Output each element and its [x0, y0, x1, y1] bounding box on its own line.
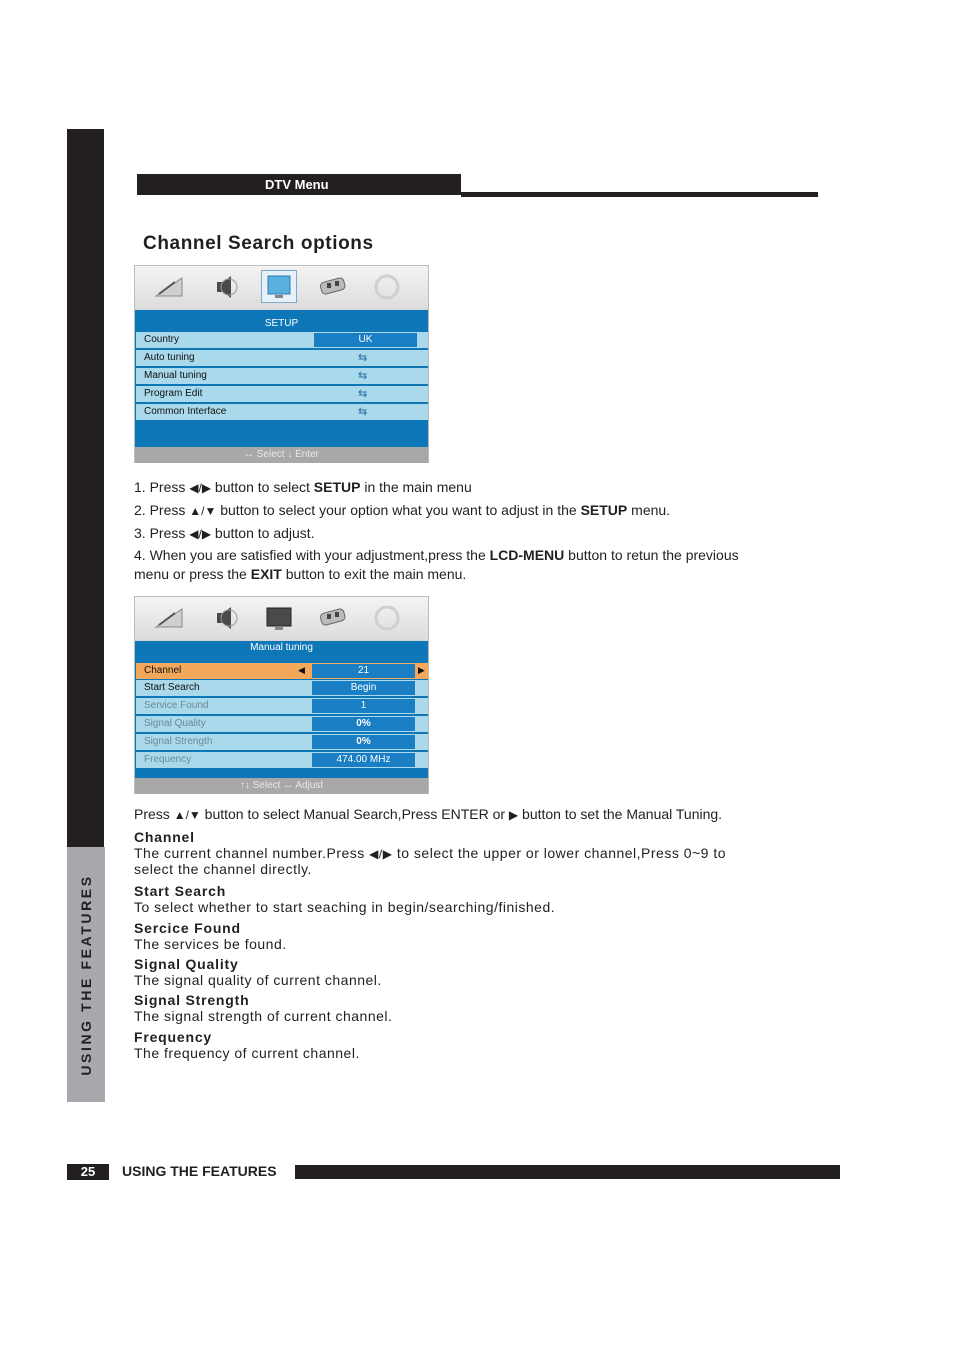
menu-row-value: 1 [312, 699, 415, 713]
tv-icon [266, 274, 292, 299]
lock-icon [371, 272, 403, 302]
setup-menu-hint: ↔ Select ↓ Enter [135, 447, 428, 463]
menu-row-label: Signal Quality [144, 718, 206, 729]
left-arrow-icon[interactable]: ◀ [298, 665, 305, 675]
picture-icon [153, 272, 185, 302]
up-down-arrows-icon: ▲/▼ [173, 808, 201, 822]
up-down-arrows-icon: ▲/▼ [189, 504, 217, 518]
menu-row-value: 21 [312, 664, 415, 678]
page-title: Channel Search options [143, 233, 374, 254]
settings-icon [317, 272, 349, 302]
step-4-cont: menu or press the EXIT button to exit the main menu. [134, 566, 467, 582]
menu-row-manual-tuning[interactable] [136, 368, 428, 384]
enter-arrow-icon: ⇆ [358, 370, 368, 382]
desc-signal-quality: The signal quality of current channel. [134, 972, 382, 988]
picture-icon [153, 603, 185, 633]
menu-row-label: Start Search [144, 682, 200, 693]
header-rule [461, 192, 818, 197]
setup-menu-screen [134, 265, 429, 463]
menu-row-label: Frequency [144, 754, 192, 765]
step-2: 2. Press ▲/▼ button to select your option what you want to adjust in the SETUP menu. [134, 502, 671, 518]
desc-channel: The current channel number.Press ◀/▶ to select the upper or lower channel,Press 0~9 to [134, 845, 727, 861]
heading-signal-quality: Signal Quality [134, 956, 239, 972]
desc-service-found: The services be found. [134, 936, 287, 952]
menu-row-value: 0% [312, 735, 415, 749]
manual-menu-title: Manual tuning [250, 642, 313, 653]
desc-start-search: To select whether to start seaching in begin/searching/finished. [134, 899, 556, 915]
tv-icon-selected [261, 270, 297, 303]
menu-row-start-search[interactable] [136, 680, 428, 696]
footer-label: USING THE FEATURES [122, 1163, 277, 1179]
menu-row-program-edit[interactable] [136, 386, 428, 402]
heading-channel: Channel [134, 829, 195, 845]
menu-row-signal-quality [136, 716, 428, 732]
right-arrow-icon: ▶ [508, 808, 519, 822]
manual-intro: Press ▲/▼ button to select Manual Search,Press ENTER or ▶ button to set the Manual Tuning. [134, 806, 723, 822]
left-right-arrows-icon: ◀/▶ [369, 847, 393, 861]
desc-frequency: The frequency of current channel. [134, 1045, 360, 1061]
menu-row-label: Auto tuning [144, 352, 195, 363]
sidebar-dark-bar [67, 129, 104, 847]
desc-channel-cont: select the channel directly. [134, 861, 312, 877]
section-header [137, 174, 461, 195]
menu-row-value: UK [314, 333, 417, 347]
menu-row-signal-strength [136, 734, 428, 750]
heading-start-search: Start Search [134, 883, 227, 899]
menu-row-value: 474.00 MHz [312, 753, 415, 767]
tv-icon [263, 603, 295, 633]
menu-row-label: Country [144, 334, 180, 345]
menu-row-label: Common Interface [144, 406, 227, 417]
menu-row-frequency [136, 752, 428, 768]
lock-icon [371, 603, 403, 633]
enter-arrow-icon: ⇆ [358, 406, 368, 418]
menu-row-country[interactable] [136, 332, 428, 348]
menu-row-value: Begin [312, 681, 415, 695]
menu-icon-bar [135, 266, 428, 309]
menu-row-channel[interactable] [136, 663, 428, 679]
heading-frequency: Frequency [134, 1029, 212, 1045]
step-3: 3. Press ◀/▶ button to adjust. [134, 525, 315, 541]
enter-arrow-icon: ⇆ [358, 352, 368, 364]
enter-arrow-icon: ⇆ [358, 388, 368, 400]
menu-row-label: Signal Strength [144, 736, 213, 747]
left-right-arrows-icon: ◀/▶ [189, 527, 212, 541]
menu-row-label: Channel [144, 665, 182, 676]
menu-row-label: Program Edit [144, 388, 203, 399]
footer-rule [295, 1165, 840, 1179]
settings-icon [317, 603, 349, 633]
sidebar-label: USING THE FEATURES [78, 873, 94, 1076]
left-right-arrows-icon: ◀/▶ [189, 481, 212, 495]
menu-row-common-interface[interactable] [136, 404, 428, 420]
page-number: 25 [67, 1164, 109, 1180]
section-header-label: DTV Menu [265, 177, 329, 192]
menu-row-label: Service Found [144, 700, 209, 711]
menu-row-label: Manual tuning [144, 370, 207, 381]
step-1: 1. Press ◀/▶ button to select SETUP in the main menu [134, 479, 472, 495]
heading-service-found: Sercice Found [134, 920, 241, 936]
sound-icon [209, 272, 241, 302]
step-4: 4. When you are satisfied with your adjustment,press the LCD-MENU button to retun the previous [134, 547, 739, 563]
menu-row-value: 0% [312, 717, 415, 731]
menu-row-service-found [136, 698, 428, 714]
menu-row-auto-tuning[interactable] [136, 350, 428, 366]
manual-tuning-screen [134, 596, 429, 794]
right-arrow-icon[interactable]: ▶ [418, 665, 425, 675]
desc-signal-strength: The signal strength of current channel. [134, 1008, 393, 1024]
setup-menu-title: SETUP [264, 318, 299, 329]
heading-signal-strength: Signal Strength [134, 992, 250, 1008]
menu-icon-bar [135, 597, 428, 640]
sound-icon [209, 603, 241, 633]
manual-menu-hint: ↑↓ Select ↔ Adjust [135, 778, 428, 794]
